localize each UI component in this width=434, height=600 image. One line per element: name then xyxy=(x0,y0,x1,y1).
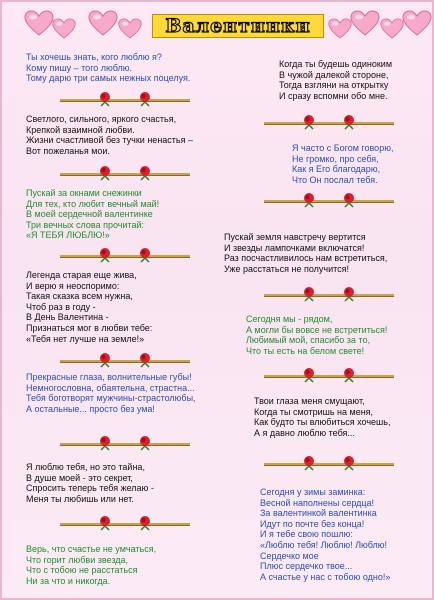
verse-line: Три вечных слова прочитай: xyxy=(26,219,145,230)
verse-line: Сегодня мы - рядом, xyxy=(246,314,333,324)
verse-line: Ни за что и никогда. xyxy=(26,575,111,586)
verse-line: Когда ты будешь одиноким xyxy=(279,59,393,69)
verse-line: Когда ты смотришь на меня, xyxy=(254,406,374,417)
verse-left-7 xyxy=(26,544,156,586)
verse-right-5 xyxy=(254,396,390,438)
verse-line: Раз посчастливилось нам встретиться, xyxy=(224,253,388,264)
rose-divider xyxy=(264,284,394,302)
verse-line: Пускай земля навстречу вертится xyxy=(224,232,366,242)
verse-line: В чужой далекой стороне, xyxy=(279,69,389,80)
heart-icon xyxy=(402,10,432,36)
rose-divider xyxy=(60,89,190,107)
verse-line: Немногословна, обаятельна, страстна... xyxy=(26,382,195,393)
heart-icon xyxy=(350,10,380,36)
verse-line: И я тебе свою пошлю: xyxy=(260,529,353,540)
verse-line: Для тех, кто любит вечный май! xyxy=(26,198,160,209)
verse-line: А я давно люблю тебя... xyxy=(254,427,355,438)
verse-line: Тому дарю три самых нежных поцелуя. xyxy=(26,73,191,84)
verse-line: Весной наполнены сердца! xyxy=(260,497,375,508)
verse-line: Чтоб раз в году - xyxy=(26,301,96,312)
heart-icon xyxy=(118,18,142,39)
verse-line: Я часто с Богом говорю, xyxy=(292,143,394,153)
verse-line: В День Валентина - xyxy=(26,312,109,323)
verse-left-3 xyxy=(26,188,159,241)
verse-line: Что Он послал тебя. xyxy=(292,174,378,185)
rose-divider xyxy=(60,163,190,181)
verse-line: Признаться мог в любви тебе: xyxy=(26,322,153,333)
verse-line: Не громко, про себя, xyxy=(292,153,379,164)
verse-line: Твои глаза меня смущают, xyxy=(254,396,365,406)
verse-line: Верь, что счастье не умчаться, xyxy=(26,544,157,554)
verse-line: Жизни счастливой без тучки ненастья – xyxy=(26,135,193,146)
verse-line: Сердечко мое xyxy=(260,550,319,561)
verse-left-5 xyxy=(26,372,196,414)
verse-left-2 xyxy=(26,114,193,156)
verse-line: «Люблю тебя! Люблю! Люблю! xyxy=(260,539,387,550)
verse-line: Пускай за окнами снежинки xyxy=(26,188,142,198)
rose-divider xyxy=(60,513,190,531)
verse-right-4 xyxy=(246,314,387,356)
verse-right-1 xyxy=(279,59,392,101)
verse-line: Тогда взгляни на открытку xyxy=(279,80,389,91)
rose-divider xyxy=(264,112,394,130)
verse-line: Светлого, сильного, яркого счастья, xyxy=(26,114,177,124)
verse-right-6 xyxy=(260,487,390,582)
verse-line: В моей сердечной валентинке xyxy=(26,209,153,220)
rose-divider xyxy=(264,365,394,383)
verse-line: И верю я неоспоримо: xyxy=(26,280,120,291)
verse-line: В душе моей - это секрет, xyxy=(26,472,133,483)
verse-line: Вот пожеланья мои. xyxy=(26,145,110,156)
heart-icon xyxy=(24,10,54,36)
verse-line: А счастье у нас с тобою одно!» xyxy=(260,571,391,582)
verse-line: Такая сказка всем нужна, xyxy=(26,291,133,302)
verse-line: Легенда старая еще жива, xyxy=(26,270,137,280)
verse-line: Ты хочешь знать, кого люблю я? xyxy=(26,52,162,62)
verse-line: За валентинкой валентинка xyxy=(260,508,377,519)
title-banner xyxy=(152,14,324,38)
heart-icon xyxy=(88,10,118,36)
verse-line: Как я Его благодарю, xyxy=(292,164,381,175)
verse-left-6 xyxy=(26,462,154,504)
verse-line: Сегодня у зимы заминка: xyxy=(260,487,366,497)
heart-icon xyxy=(380,18,404,39)
verse-line: Идут по почте без конца! xyxy=(260,518,365,529)
verse-line: Как будто ты влюбиться хочешь, xyxy=(254,417,391,428)
verse-line: И сразу вспомни обо мне. xyxy=(279,90,388,101)
verse-line: «Тебя нет лучше на земле!» xyxy=(26,333,145,344)
verse-line: Меня ты любишь или нет. xyxy=(26,493,134,504)
verse-line: А остальные... просто без ума! xyxy=(26,403,155,414)
verse-line: Спросить теперь тебя желаю - xyxy=(26,483,154,494)
verse-right-3 xyxy=(224,232,387,274)
verse-line: А могли бы вовсе не встретиться! xyxy=(246,324,388,335)
rose-divider xyxy=(264,190,394,208)
verse-line: Что с тобою не расстаться xyxy=(26,565,138,576)
verse-line: Уже расстаться не получится! xyxy=(224,263,349,274)
verse-line: Любимый мой, спасибо за то, xyxy=(246,335,370,346)
rose-divider xyxy=(60,350,190,368)
verse-line: «Я ТЕБЯ ЛЮБЛЮ!» xyxy=(26,230,110,241)
verse-line: Что горит любви звезда, xyxy=(26,554,129,565)
verse-line: Что ты есть на белом свете! xyxy=(246,345,365,356)
verse-line: Я люблю тебя, но это тайна, xyxy=(26,462,145,472)
verse-line: И звезды лампочками включатся! xyxy=(224,242,365,253)
verse-line: Крепкой взаимной любви. xyxy=(26,124,135,135)
rose-divider xyxy=(264,453,394,471)
page-title: Валентинки xyxy=(165,15,311,37)
verse-line: Кому пишу – того люблю. xyxy=(26,62,133,73)
verse-right-2 xyxy=(292,143,393,185)
heart-icon xyxy=(328,18,352,39)
verse-line: Тебя боготворят мужчины-страстолюбы, xyxy=(26,393,196,404)
verse-left-1 xyxy=(26,52,190,84)
rose-divider xyxy=(60,245,190,263)
verse-left-4 xyxy=(26,270,152,344)
verse-line: Прекрасные глаза, волнительные губы! xyxy=(26,372,192,382)
heart-icon xyxy=(52,18,76,39)
verse-line: Плюс сердечко твое... xyxy=(260,561,353,572)
rose-divider xyxy=(60,433,190,451)
